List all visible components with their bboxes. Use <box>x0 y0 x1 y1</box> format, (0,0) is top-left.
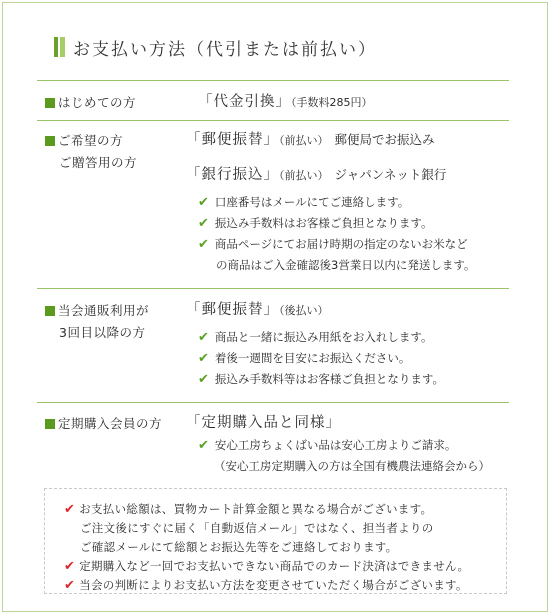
method-subscription <box>186 413 341 433</box>
check-item: ✔ 商品と一緒に振込み用紙をお入れします。 <box>198 330 433 345</box>
divider <box>37 402 509 403</box>
square-bullet-icon <box>45 419 55 429</box>
check-icon: ✔ <box>198 438 209 453</box>
method-name: 「定期購入品と同様」 <box>186 415 341 431</box>
method-name: 「郵便振替」 <box>186 132 279 148</box>
square-bullet-icon <box>45 306 55 316</box>
section-label-gift: ご希望の方 ご贈答用の方 <box>45 130 137 174</box>
check-icon: ✔ <box>198 351 209 366</box>
method-name: 「代金引換」 <box>198 94 291 110</box>
check-item: ✔ 安心工房ちょくばい品は安心工房よりご請求。 <box>198 438 457 453</box>
section-label-repeat: 当会通販利用が 3回目以降の方 <box>45 300 149 344</box>
method-bank-prepay <box>186 165 446 186</box>
title-bar-icon <box>54 37 58 57</box>
check-icon: ✔ <box>64 578 76 593</box>
sub-note: （安心工房定期購入の方は全国有機農法連絡会から） <box>214 459 490 473</box>
check-icon: ✔ <box>198 195 209 210</box>
note-item: ✔ お支払い総額は、買物カート計算金額と異なる場合がございます。 <box>64 502 433 517</box>
title-bar-icon-light <box>60 37 65 57</box>
note-item: ✔ 当会の判断によりお支払い方法を変更させていただく場合がございます。 <box>64 578 468 593</box>
divider <box>37 288 509 289</box>
note-item: ✔ 定期購入など一回でお支払いできない商品でのカード決済はできません。 <box>64 559 470 574</box>
method-cod <box>198 92 373 113</box>
method-note: （前払い） <box>279 134 329 147</box>
method-note: （前払い） <box>279 169 329 182</box>
method-postal-prepay <box>186 130 435 151</box>
divider <box>37 120 509 121</box>
method-name: 「郵便振替」 <box>186 302 279 318</box>
check-item-continued: の商品はご入金確認後3営業日以内に発送します。 <box>216 258 476 272</box>
note-item-continued: ご確認メールにて総額とお振込先等をご連絡しております。 <box>80 540 398 554</box>
check-item: ✔ 着後一週間を目安にお振込ください。 <box>198 351 411 366</box>
check-item: ✔ 商品ページにてお届け時期の指定のないお米など <box>198 237 468 252</box>
method-tail: ジャパンネット銀行 <box>334 167 447 182</box>
method-note: （後払い） <box>279 304 329 317</box>
check-item: ✔ 振込み手数料はお客様ご負担となります。 <box>198 216 433 231</box>
check-item: ✔ 口座番号はメールにてご連絡します。 <box>198 195 410 210</box>
check-icon: ✔ <box>198 216 209 231</box>
note-item-continued: ご注文後にすぐに届く「自動返信メール」ではなく、担当者よりの <box>80 521 434 535</box>
method-name: 「銀行振込」 <box>186 167 279 183</box>
section-label-subscription: 定期購入会員の方 <box>45 413 162 435</box>
check-icon: ✔ <box>64 502 76 517</box>
page-title <box>54 36 377 58</box>
check-icon: ✔ <box>64 559 76 574</box>
check-icon: ✔ <box>198 330 209 345</box>
check-icon: ✔ <box>198 237 209 252</box>
method-tail: 郵便局でお振込み <box>334 132 435 147</box>
check-icon: ✔ <box>198 372 209 387</box>
square-bullet-icon <box>45 98 55 108</box>
check-item: ✔ 振込み手数料等はお客様ご負担となります。 <box>198 372 444 387</box>
square-bullet-icon <box>45 136 55 146</box>
method-note: （手数料285円） <box>291 96 373 109</box>
divider <box>37 80 509 81</box>
method-postal-postpay <box>186 300 329 321</box>
section-label-first-time: はじめての方 <box>45 92 136 114</box>
title-text: お支払い方法（代引または前払い） <box>73 39 377 60</box>
